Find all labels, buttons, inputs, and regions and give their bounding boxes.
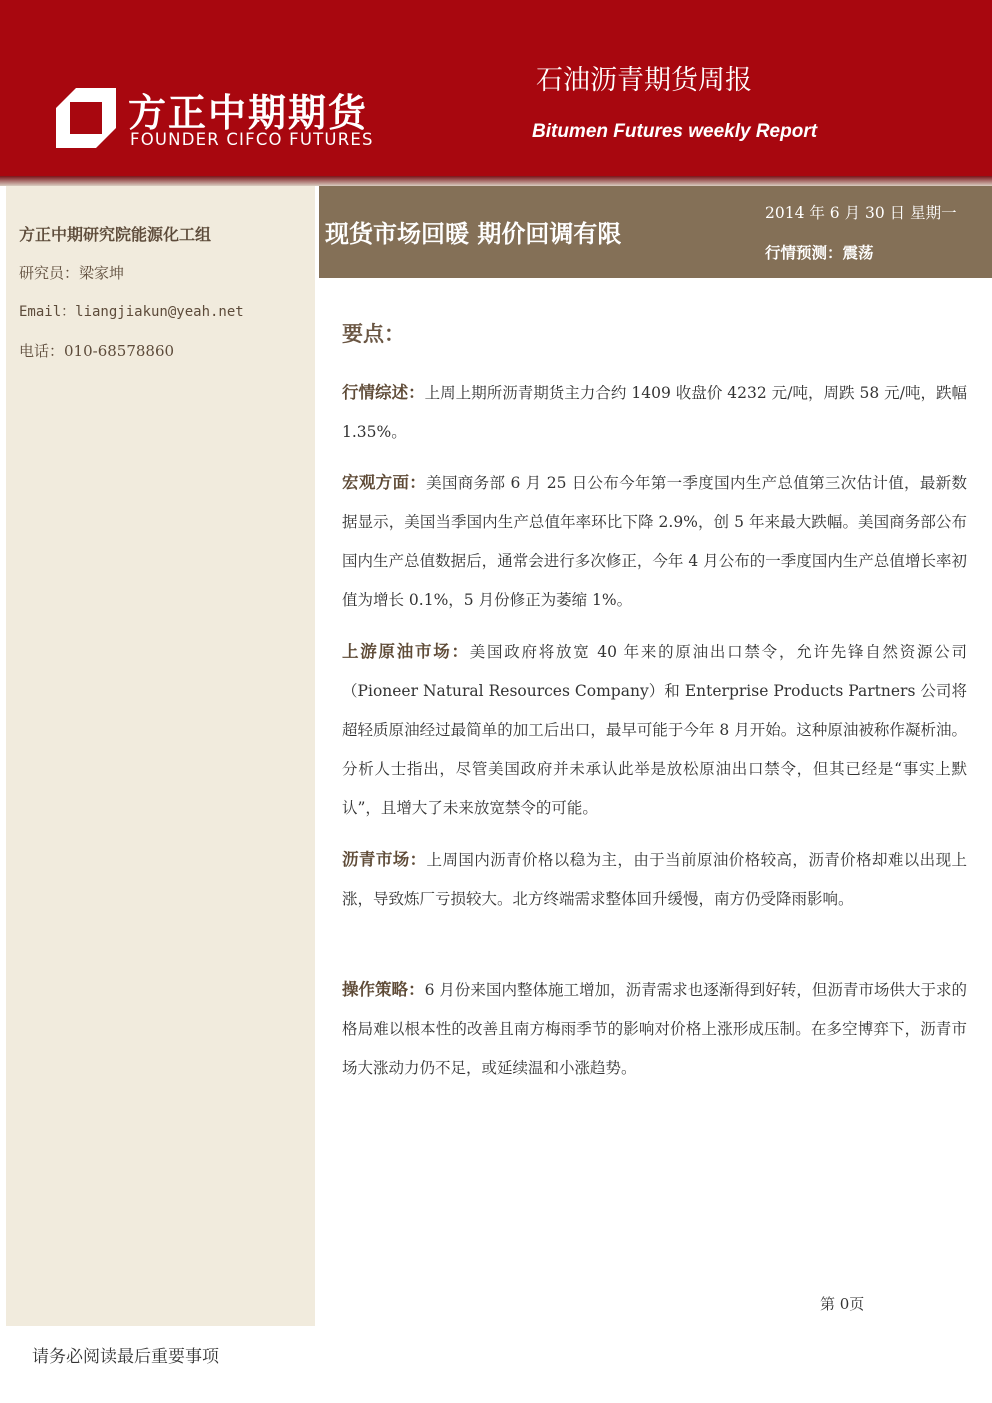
section-label: 上游原油市场： (342, 642, 470, 661)
header-shadow (0, 176, 992, 186)
section-text: 上周国内沥青价格以稳为主，由于当前原油价格较高，沥青价格却难以出现上涨，导致炼厂亏损较大。北方终端需求整体回升缓慢，南方仍受降雨影响。 (342, 851, 967, 908)
section-crude-oil (342, 632, 967, 828)
section-text: 上周上期所沥青期货主力合约 1409 收盘价 4232 元/吨，周跌 58 元/吨，跌幅 1.35%。 (342, 384, 968, 441)
report-subtitle: Bitumen Futures weekly Report (532, 121, 818, 142)
section-market-overview (342, 373, 967, 452)
logo-text-cn: 方正中期期货 (128, 91, 369, 135)
market-forecast: 行情预测：震荡 (765, 244, 874, 262)
section-label: 宏观方面： (342, 473, 427, 492)
section-label: 沥青市场： (342, 850, 427, 869)
analyst-phone: 电话：010-68578860 (19, 342, 175, 360)
section-label: 行情综述： (342, 383, 425, 402)
report-date: 2014 年 6 月 30 日 星期一 (765, 204, 957, 222)
report-title: 石油沥青期货周报 (536, 65, 752, 96)
analyst-email[interactable]: Email：liangjiakun@yeah.net (19, 304, 244, 320)
analyst-name: 研究员：梁家坤 (19, 264, 125, 282)
section-text: 美国政府将放宽 40 年来的原油出口禁令，允许先锋自然资源公司（Pioneer Natural Resources Company）和 Enterprise Products Partners 公司将超轻质原油经过最简单的加工后出口，最早可能于今年 8 月开始。这种原油被称作凝析油。分析人士指出，尽管美国政府并未承认此举是放松原油出口禁令，但其已经是“事实上默认”，且增大了未来放宽禁令的可能。 (342, 643, 967, 817)
footer-note: 请务必阅读最后重要事项 (32, 1347, 219, 1367)
logo-text-en: FOUNDER CIFCO FUTURES (130, 130, 374, 149)
key-points-title: 要点： (342, 322, 405, 346)
headline-title: 现货市场回暖 期价回调有限 (325, 220, 622, 248)
section-bitumen-market (342, 840, 967, 919)
page-number: 第 0页 (820, 1295, 865, 1313)
founder-logo-icon (56, 88, 116, 148)
section-macro (342, 463, 967, 620)
section-text: 美国商务部 6 月 25 日公布今年第一季度国内生产总值第三次估计值，最新数据显示，美国当季国内生产总值年率环比下降 2.9%，创 5 年来最大跌幅。美国商务部公布国内生产总值数据后，通常会进行多次修正，今年 4 月公布的一季度国内生产总值增长率初值为增长 0.1%，5 月份修正为萎缩 1%。 (342, 474, 968, 609)
section-strategy (342, 970, 967, 1088)
section-text: 6 月份来国内整体施工增加，沥青需求也逐渐得到好转，但沥青市场供大于求的格局难以根本性的改善且南方梅雨季节的影响对价格上涨形成压制。在多空博弈下，沥青市场大涨动力仍不足，或延续温和小涨趋势。 (342, 981, 967, 1077)
section-label: 操作策略： (342, 980, 425, 999)
research-team: 方正中期研究院能源化工组 (19, 225, 212, 244)
